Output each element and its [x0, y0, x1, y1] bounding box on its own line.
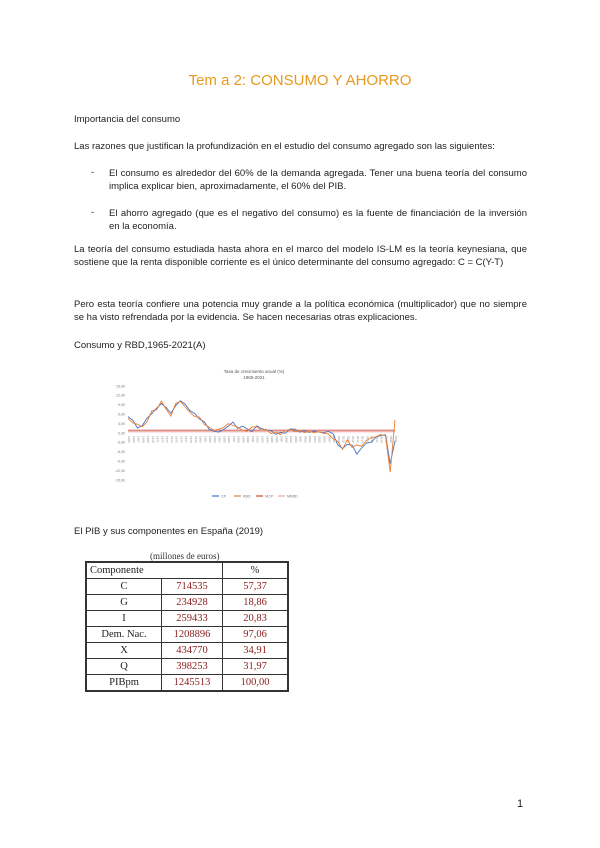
- row-percent: 31,97: [223, 659, 289, 675]
- gdp-components-table: [85, 561, 289, 692]
- x-tick-label: 2012: [351, 436, 356, 443]
- chart-title: Tasa de crecimiento anual (%): [223, 369, 285, 374]
- x-tick-label: 1984: [217, 436, 222, 443]
- row-name: I: [86, 611, 162, 627]
- row-value: 434770: [162, 643, 223, 659]
- y-tick-label: 9,00: [118, 403, 125, 408]
- chart-svg: [108, 364, 400, 506]
- x-tick-label: 2006: [322, 436, 327, 443]
- consumption-chart: [108, 364, 400, 506]
- x-tick-label: 1990: [246, 436, 251, 443]
- x-tick-label: 1998: [284, 436, 289, 443]
- bullet-dash: -: [91, 207, 95, 218]
- x-tick-label: 2020: [389, 436, 394, 443]
- table-row: [86, 643, 288, 659]
- y-tick-label: 15,00: [116, 384, 125, 389]
- x-tick-label: 2004: [312, 436, 317, 443]
- x-tick-label: 1986: [227, 436, 232, 443]
- x-tick-label: 1977: [184, 436, 189, 443]
- row-value: 1245513: [162, 675, 223, 692]
- x-tick-label: 1979: [193, 436, 198, 443]
- keynes-paragraph: La teoría del consumo estudiada hasta ahora en el marco del modelo IS-LM es la teoría keynesiana, que sostiene que la renta disponible corriente es el único determinante del consumo agregado: C = C(Y-T): [74, 244, 527, 268]
- x-tick-label: 2014: [360, 436, 365, 443]
- y-tick-label: 3,00: [118, 421, 125, 426]
- x-tick-label: 2016: [370, 436, 375, 443]
- row-name: Dem. Nac.: [86, 627, 162, 643]
- row-name: G: [86, 595, 162, 611]
- chart-subtitle: 1965-2021: [243, 375, 265, 380]
- x-tick-label: 1971: [155, 436, 160, 443]
- y-tick-label: -6,00: [116, 450, 125, 455]
- x-tick-label: 1983: [212, 436, 217, 443]
- x-tick-label: 1974: [169, 436, 174, 443]
- x-tick-label: 1965: [127, 436, 131, 443]
- x-tick-label: 2008: [332, 436, 337, 443]
- x-tick-label: 2021: [394, 436, 398, 443]
- x-tick-label: 2009: [336, 436, 341, 443]
- intro-paragraph: Las razones que justifican la profundización en el estudio del consumo agregado son las siguientes:: [74, 141, 495, 152]
- x-tick-label: 1993: [260, 436, 265, 443]
- x-tick-label: 1972: [160, 436, 165, 443]
- x-tick-label: 1969: [146, 436, 151, 443]
- x-tick-label: 1975: [174, 436, 179, 443]
- y-tick-label: 6,00: [118, 412, 125, 417]
- row-percent: 97,06: [223, 627, 289, 643]
- x-tick-label: 1980: [198, 436, 203, 443]
- row-name: C: [86, 579, 162, 595]
- x-tick-label: 2015: [365, 436, 370, 443]
- y-tick-label: -3,00: [116, 440, 125, 445]
- x-tick-label: 1976: [179, 436, 184, 443]
- table-row: [86, 659, 288, 675]
- row-percent: 18,86: [223, 595, 289, 611]
- legend-label: MRBD: [287, 494, 298, 499]
- x-tick-label: 1987: [231, 436, 236, 443]
- bullet-item: El consumo es alrededor del 60% de la demanda agregada. Tener una buena teoría del consumo implica explicar bien, aproximadamente, el 60% del PIB.: [109, 168, 527, 192]
- row-value: 259433: [162, 611, 223, 627]
- x-tick-label: 1985: [222, 436, 227, 443]
- y-tick-label: -15,00: [114, 478, 125, 483]
- y-tick-label: -12,00: [114, 468, 125, 473]
- x-tick-label: 1988: [236, 436, 241, 443]
- evidence-paragraph: Pero esta teoría confiere una potencia muy grande a la política económica (multiplicador) que no siempre se ha visto refrendada por la evidencia. Se hacen necesarias otras explicaciones.: [74, 299, 527, 323]
- x-tick-label: 1997: [279, 436, 284, 443]
- x-tick-label: 2017: [374, 436, 379, 443]
- y-tick-label: -9,00: [116, 459, 125, 464]
- x-tick-label: 2019: [384, 436, 389, 443]
- x-tick-label: 1967: [136, 436, 141, 443]
- page-title: Tem a 2: CONSUMO Y AHORRO: [188, 72, 412, 89]
- row-value: 1208896: [162, 627, 223, 643]
- x-tick-label: 1968: [141, 436, 146, 443]
- x-tick-label: 1999: [289, 436, 294, 443]
- y-tick-label: 0,00: [118, 431, 125, 436]
- row-value: 234928: [162, 595, 223, 611]
- x-tick-label: 2001: [298, 436, 303, 443]
- legend-label: MCP: [265, 494, 273, 499]
- row-value: 398253: [162, 659, 223, 675]
- bullet-dash: -: [91, 167, 95, 178]
- x-tick-label: 1989: [241, 436, 246, 443]
- x-tick-label: 1970: [150, 436, 155, 443]
- row-percent: 57,37: [223, 579, 289, 595]
- x-tick-label: 2018: [379, 436, 384, 443]
- table-heading: El PIB y sus componentes en España (2019): [74, 526, 264, 537]
- x-tick-label: 1966: [131, 436, 136, 443]
- row-name: PIBpm: [86, 675, 162, 692]
- x-tick-label: 1981: [203, 436, 208, 443]
- row-name: Q: [86, 659, 162, 675]
- x-tick-label: 2010: [341, 436, 346, 443]
- row-percent: 34,91: [223, 643, 289, 659]
- x-tick-label: 1982: [208, 436, 213, 443]
- bullet-item: El ahorro agregado (que es el negativo del consumo) es la fuente de financiación de la inversión en la economía.: [109, 208, 527, 232]
- row-name: X: [86, 643, 162, 659]
- y-tick-label: 12,00: [116, 393, 125, 398]
- x-tick-label: 1973: [165, 436, 170, 443]
- x-tick-label: 2000: [293, 436, 298, 443]
- header-component: Componente: [86, 562, 223, 579]
- table-row: [86, 627, 288, 643]
- row-value: 714535: [162, 579, 223, 595]
- table-row: [86, 595, 288, 611]
- legend-label: RBD: [243, 494, 251, 499]
- x-tick-label: 2007: [327, 436, 332, 443]
- row-percent: 20,83: [223, 611, 289, 627]
- x-tick-label: 2013: [355, 436, 360, 443]
- x-tick-label: 2002: [303, 436, 308, 443]
- x-tick-label: 1992: [255, 436, 260, 443]
- section-heading: Importancia del consumo: [74, 114, 181, 125]
- chart-heading: Consumo y RBD,1965-2021(A): [74, 340, 206, 351]
- x-tick-label: 1995: [270, 436, 275, 443]
- table-header-row: [86, 562, 288, 579]
- table-row: [86, 675, 288, 692]
- table-row: [86, 579, 288, 595]
- series-line-cp: [128, 401, 395, 464]
- x-tick-label: 2005: [317, 436, 322, 443]
- legend-label: CP: [221, 494, 226, 499]
- x-tick-label: 2011: [346, 436, 351, 443]
- header-percent: %: [223, 562, 289, 579]
- x-tick-label: 1996: [274, 436, 279, 443]
- x-tick-label: 1991: [250, 436, 255, 443]
- x-tick-label: 1978: [188, 436, 193, 443]
- x-tick-label: 1994: [265, 436, 270, 443]
- table-caption: (millones de euros): [150, 551, 220, 561]
- row-percent: 100,00: [223, 675, 289, 692]
- table-row: [86, 611, 288, 627]
- x-tick-label: 2003: [308, 436, 313, 443]
- page-number: 1: [517, 798, 524, 810]
